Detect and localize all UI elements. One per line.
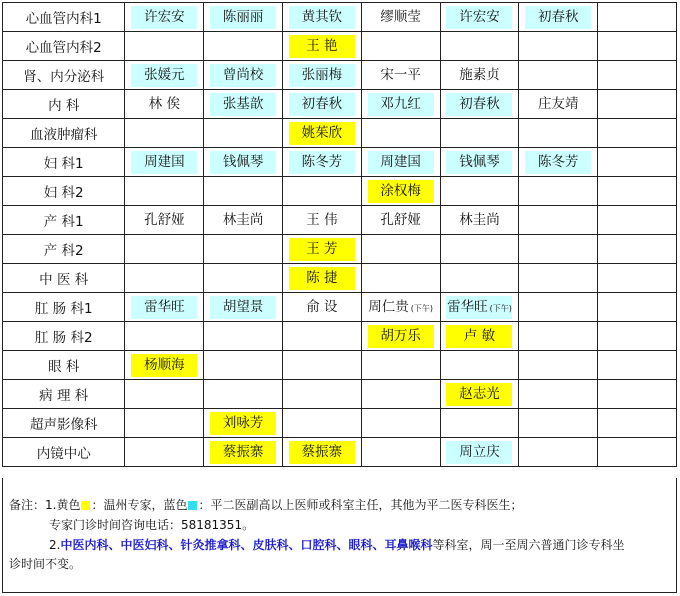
department-name: 妇 科1 — [3, 148, 125, 177]
schedule-cell — [283, 90, 362, 119]
schedule-cell — [283, 3, 362, 32]
table-row — [3, 409, 677, 438]
schedule-cell — [519, 177, 598, 206]
schedule-cell — [204, 264, 283, 293]
schedule-cell — [598, 32, 677, 61]
notes-phone: 专家门诊时间咨询电话：58181351。 — [49, 518, 255, 532]
doctor-name — [538, 93, 579, 116]
schedule-cell — [598, 380, 677, 409]
doctor-name-text: 初春秋 — [537, 8, 579, 25]
schedule-cell — [204, 90, 283, 119]
schedule-cell — [440, 293, 519, 322]
doctor-name-text: 宋一平 — [380, 66, 421, 83]
doctor-name — [131, 64, 197, 87]
doctor-name-text: 蔡振寨 — [222, 443, 264, 460]
schedule-cell — [125, 90, 204, 119]
schedule-cell — [204, 438, 283, 467]
doctor-name — [289, 441, 355, 464]
doctor-name-text: 孔舒娅 — [144, 211, 185, 228]
department-name: 内 科 — [3, 90, 125, 119]
department-name: 心血管内科2 — [3, 32, 125, 61]
doctor-name-text: 张基歆 — [222, 95, 264, 112]
doctor-name-text: 初春秋 — [459, 95, 500, 112]
doctor-name — [306, 209, 337, 232]
doctor-name-text: 周立庆 — [459, 443, 500, 460]
doctor-name — [368, 325, 434, 348]
schedule-cell — [204, 3, 283, 32]
schedule-cell — [519, 351, 598, 380]
schedule-cell — [440, 264, 519, 293]
schedule-cell — [598, 3, 677, 32]
department-name: 心血管内科1 — [3, 3, 125, 32]
schedule-cell — [361, 148, 440, 177]
schedule-cell — [283, 235, 362, 264]
table-row — [3, 61, 677, 90]
schedule-cell — [125, 148, 204, 177]
schedule-cell — [283, 293, 362, 322]
schedule-cell — [125, 61, 204, 90]
schedule-cell — [361, 3, 440, 32]
notes-section — [2, 478, 677, 593]
schedule-cell — [519, 322, 598, 351]
doctor-name — [210, 151, 276, 174]
doctor-name-text: 张媛元 — [144, 66, 185, 83]
notes-item2-depts: 中医内科、中医妇科、针灸推拿科、皮肤科、口腔科、眼科、耳鼻喉科 — [60, 538, 433, 552]
doctor-name-text: 林圭尚 — [459, 211, 500, 228]
schedule-cell — [361, 206, 440, 235]
schedule-cell — [204, 119, 283, 148]
schedule-cell — [361, 438, 440, 467]
doctor-name-text: 雷华旺 — [144, 298, 185, 315]
doctor-name — [289, 6, 355, 29]
notes-line-1 — [9, 496, 522, 515]
doctor-name — [210, 64, 276, 87]
doctor-name — [446, 6, 512, 29]
schedule-cell — [361, 235, 440, 264]
session-note: (下午) — [489, 303, 512, 313]
schedule-cell — [519, 3, 598, 32]
doctor-name-text: 陈丽丽 — [222, 8, 264, 25]
schedule-cell — [440, 322, 519, 351]
department-name: 肛 肠 科1 — [3, 293, 125, 322]
doctor-name — [149, 93, 180, 116]
schedule-cell — [204, 293, 283, 322]
schedule-cell — [361, 380, 440, 409]
table-row — [3, 380, 677, 409]
schedule-cell — [204, 148, 283, 177]
doctor-name — [368, 296, 433, 319]
schedule-cell — [519, 119, 598, 148]
doctor-name — [525, 6, 591, 29]
schedule-cell — [598, 409, 677, 438]
schedule-cell — [204, 409, 283, 438]
doctor-name — [446, 93, 512, 116]
schedule-cell — [440, 32, 519, 61]
schedule-cell — [440, 380, 519, 409]
doctor-name-text: 陈 捷 — [306, 269, 338, 286]
schedule-cell — [361, 293, 440, 322]
doctor-name — [289, 64, 355, 87]
schedule-cell — [125, 438, 204, 467]
schedule-cell — [361, 61, 440, 90]
doctor-name-text: 俞 设 — [306, 298, 338, 315]
department-name: 肛 肠 科2 — [3, 322, 125, 351]
department-name: 肾、内分泌科 — [3, 61, 125, 90]
department-name: 产 科1 — [3, 206, 125, 235]
doctor-name — [210, 296, 276, 319]
doctor-name — [446, 383, 512, 406]
schedule-cell — [125, 409, 204, 438]
schedule-cell — [361, 177, 440, 206]
schedule-cell — [125, 322, 204, 351]
doctor-name-text: 钱佩琴 — [459, 153, 500, 170]
doctor-name — [131, 296, 197, 319]
doctor-name-text: 初春秋 — [301, 95, 343, 112]
schedule-cell — [283, 438, 362, 467]
doctor-name-text: 黄其钦 — [301, 8, 343, 25]
schedule-cell — [125, 293, 204, 322]
doctor-name — [446, 151, 512, 174]
schedule-cell — [519, 264, 598, 293]
schedule-cell — [283, 409, 362, 438]
table-row — [3, 351, 677, 380]
doctor-name — [289, 238, 355, 261]
table-row — [3, 264, 677, 293]
doctor-name — [446, 325, 512, 348]
department-name: 超声影像科 — [3, 409, 125, 438]
table-row — [3, 119, 677, 148]
schedule-cell — [283, 148, 362, 177]
doctor-name-text: 林 俟 — [148, 95, 180, 112]
yellow-swatch — [81, 501, 90, 510]
schedule-cell — [519, 90, 598, 119]
doctor-name-text: 缪顺莹 — [380, 8, 421, 25]
doctor-name — [289, 122, 355, 145]
table-row — [3, 3, 677, 32]
doctor-name — [368, 151, 434, 174]
schedule-cell — [598, 148, 677, 177]
table-row — [3, 177, 677, 206]
doctor-name — [289, 35, 355, 58]
doctor-name-text: 刘咏芳 — [222, 414, 264, 431]
doctor-name-text: 陈冬芳 — [301, 153, 343, 170]
schedule-cell — [519, 148, 598, 177]
department-name: 妇 科2 — [3, 177, 125, 206]
schedule-cell — [440, 235, 519, 264]
schedule-cell — [283, 177, 362, 206]
notes-yellow-text: ：温州专家，蓝色 — [91, 498, 188, 512]
schedule-cell — [125, 380, 204, 409]
notes-item2-prefix: 2. — [49, 538, 61, 552]
schedule-cell — [125, 264, 204, 293]
schedule-cell — [598, 264, 677, 293]
doctor-name-text: 许宏安 — [144, 8, 185, 25]
schedule-cell — [440, 409, 519, 438]
doctor-name — [380, 209, 421, 232]
schedule-cell — [519, 206, 598, 235]
doctor-name-text: 蔡振寨 — [301, 443, 343, 460]
schedule-cell — [204, 177, 283, 206]
doctor-name-text: 施素贞 — [459, 66, 500, 83]
doctor-name — [131, 151, 197, 174]
schedule-cell — [440, 206, 519, 235]
schedule-cell — [440, 148, 519, 177]
doctor-name — [210, 6, 276, 29]
doctor-name — [459, 209, 500, 232]
table-row — [3, 32, 677, 61]
schedule-cell — [598, 61, 677, 90]
schedule-table — [2, 2, 677, 467]
schedule-cell — [204, 351, 283, 380]
schedule-cell — [361, 264, 440, 293]
doctor-name — [380, 6, 421, 29]
schedule-cell — [283, 264, 362, 293]
schedule-cell — [519, 235, 598, 264]
doctor-name-text: 胡望景 — [222, 298, 264, 315]
schedule-cell — [598, 177, 677, 206]
schedule-cell — [283, 61, 362, 90]
doctor-name-text: 周仁贵 — [368, 298, 409, 315]
schedule-cell — [204, 235, 283, 264]
schedule-cell — [598, 206, 677, 235]
schedule-cell — [204, 206, 283, 235]
schedule-cell — [440, 177, 519, 206]
notes-blue-text: ：平二医副高以上医师或科室主任，其他为平二医专科医生； — [198, 498, 523, 512]
doctor-name — [446, 441, 512, 464]
doctor-name-text: 邓九红 — [380, 95, 421, 112]
doctor-name-text: 周建国 — [144, 153, 185, 170]
schedule-cell — [598, 90, 677, 119]
schedule-cell — [361, 32, 440, 61]
doctor-name-text: 曾尚校 — [222, 66, 264, 83]
doctor-name — [144, 209, 185, 232]
notes-item2-suffix: 等科室，周一至周六普通门诊专科坐 — [432, 538, 625, 552]
department-name: 血液肿瘤科 — [3, 119, 125, 148]
doctor-name-text: 赵志光 — [459, 385, 500, 402]
doctor-name — [210, 441, 276, 464]
schedule-cell — [440, 3, 519, 32]
doctor-name — [289, 267, 355, 290]
schedule-cell — [361, 322, 440, 351]
doctor-name — [306, 296, 337, 319]
schedule-cell — [519, 438, 598, 467]
table-row — [3, 90, 677, 119]
schedule-cell — [283, 380, 362, 409]
table-row — [3, 293, 677, 322]
schedule-cell — [125, 206, 204, 235]
schedule-cell — [204, 61, 283, 90]
doctor-name — [525, 151, 591, 174]
doctor-name — [446, 296, 512, 319]
doctor-name-text: 林圭尚 — [222, 211, 264, 228]
doctor-name-text: 周建国 — [380, 153, 421, 170]
schedule-cell — [204, 380, 283, 409]
schedule-cell — [125, 3, 204, 32]
schedule-cell — [283, 322, 362, 351]
doctor-name-text: 王 艳 — [306, 37, 338, 54]
department-name: 内镜中心 — [3, 438, 125, 467]
doctor-name — [459, 64, 500, 87]
schedule-cell — [361, 409, 440, 438]
schedule-cell — [598, 438, 677, 467]
table-row — [3, 148, 677, 177]
schedule-cell — [361, 119, 440, 148]
doctor-name-text: 许宏安 — [459, 8, 500, 25]
doctor-name-text: 王 芳 — [306, 240, 338, 257]
doctor-name-text: 庄友靖 — [537, 95, 579, 112]
schedule-cell — [125, 119, 204, 148]
schedule-cell — [440, 351, 519, 380]
schedule-cell — [361, 351, 440, 380]
notes-item2-tail: 诊时间不变。 — [9, 557, 82, 571]
schedule-cell — [125, 177, 204, 206]
schedule-cell — [125, 32, 204, 61]
schedule-cell — [440, 438, 519, 467]
schedule-cell — [519, 380, 598, 409]
doctor-name-text: 张丽梅 — [301, 66, 343, 83]
doctor-name-text: 陈冬芳 — [537, 153, 579, 170]
table-row — [3, 322, 677, 351]
doctor-name-text: 卢 敏 — [463, 327, 496, 344]
session-note: (下午) — [410, 303, 434, 313]
schedule-cell — [440, 61, 519, 90]
schedule-cell — [125, 235, 204, 264]
doctor-name-text: 王 伟 — [306, 211, 338, 228]
doctor-name-text: 胡万乐 — [380, 327, 421, 344]
schedule-cell — [440, 119, 519, 148]
schedule-cell — [598, 322, 677, 351]
table-row — [3, 438, 677, 467]
department-name: 眼 科 — [3, 351, 125, 380]
doctor-name — [210, 93, 276, 116]
schedule-cell — [519, 409, 598, 438]
doctor-name-text: 钱佩琴 — [222, 153, 264, 170]
blue-swatch — [188, 501, 197, 510]
schedule-cell — [519, 293, 598, 322]
schedule-cell — [204, 322, 283, 351]
schedule-cell — [440, 90, 519, 119]
notes-prefix: 备注：1.黄色 — [9, 498, 81, 512]
doctor-name — [210, 412, 276, 435]
doctor-name — [380, 64, 421, 87]
doctor-name-text: 杨顺海 — [144, 356, 185, 373]
schedule-cell — [598, 293, 677, 322]
doctor-name — [289, 151, 355, 174]
schedule-cell — [204, 32, 283, 61]
schedule-cell — [598, 351, 677, 380]
table-row — [3, 206, 677, 235]
schedule-cell — [283, 119, 362, 148]
doctor-name — [131, 6, 197, 29]
schedule-cell — [283, 351, 362, 380]
doctor-name-text: 姚茱欣 — [301, 124, 343, 141]
doctor-name — [368, 93, 434, 116]
doctor-name-text: 孔舒娅 — [380, 211, 421, 228]
schedule-cell — [519, 32, 598, 61]
doctor-name — [223, 209, 264, 232]
doctor-name — [289, 93, 355, 116]
schedule-cell — [598, 119, 677, 148]
department-name: 产 科2 — [3, 235, 125, 264]
schedule-cell — [519, 61, 598, 90]
schedule-cell — [283, 206, 362, 235]
schedule-cell — [283, 32, 362, 61]
doctor-name-text: 涂权梅 — [380, 182, 421, 199]
schedule-cell — [125, 351, 204, 380]
doctor-name — [368, 180, 434, 203]
department-name: 病 理 科 — [3, 380, 125, 409]
department-name: 中 医 科 — [3, 264, 125, 293]
doctor-name-text: 雷华旺 — [447, 298, 488, 315]
doctor-name — [131, 354, 197, 377]
schedule-cell — [361, 90, 440, 119]
table-row — [3, 235, 677, 264]
schedule-cell — [598, 235, 677, 264]
notes-line-3 — [49, 536, 624, 555]
